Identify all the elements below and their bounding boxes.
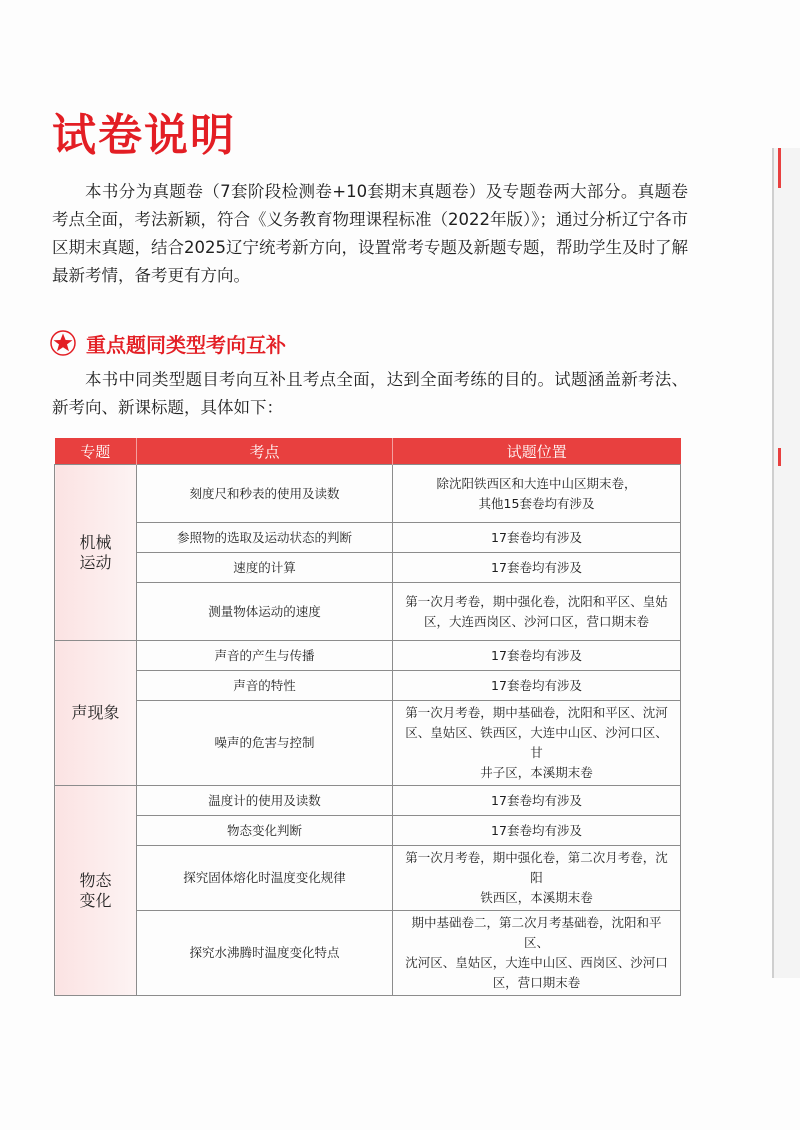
table-row [55,523,681,553]
section-title: 重点题同类型考向互补 [86,332,286,357]
header-topic: 专题 [55,438,137,465]
topic-cell: 声现象 [55,641,137,786]
section-paragraph: 本书中同类型题目考向互补且考点全面，达到全面考练的目的。试题涵盖新考法、新考向、新课标题，具体如下： [52,370,688,417]
location-cell: 第一次月考卷，期中基础卷，沈阳和平区、沈河 区、皇姑区、铁西区，大连中山区、沙河口区、甘 井子区，本溪期末卷 [393,701,681,786]
location-cell: 第一次月考卷，期中强化卷，第二次月考卷，沈阳 铁西区，本溪期末卷 [393,846,681,911]
table-row [55,786,681,816]
point-cell: 噪声的危害与控制 [137,701,393,786]
section-heading [50,326,286,360]
location-cell: 第一次月考卷，期中强化卷，沈阳和平区、皇姑 区，大连西岗区、沙河口区，营口期末卷 [393,583,681,641]
location-cell: 17套卷均有涉及 [393,553,681,583]
location-cell: 17套卷均有涉及 [393,816,681,846]
edge-mark [778,148,781,188]
point-cell: 物态变化判断 [137,816,393,846]
edge-mark [778,448,781,466]
page-title: 试卷说明 [52,110,236,161]
topic-cell: 物态 变化 [55,786,137,996]
location-cell: 17套卷均有涉及 [393,523,681,553]
table-row [55,846,681,911]
topics-table [54,438,681,996]
header-point: 考点 [137,438,393,465]
point-cell: 速度的计算 [137,553,393,583]
point-cell: 声音的产生与传播 [137,641,393,671]
table-header-row [55,438,681,465]
table-row [55,553,681,583]
table-row [55,701,681,786]
point-cell: 探究固体熔化时温度变化规律 [137,846,393,911]
point-cell: 温度计的使用及读数 [137,786,393,816]
location-cell: 17套卷均有涉及 [393,786,681,816]
point-cell: 测量物体运动的速度 [137,583,393,641]
location-cell: 除沈阳铁西区和大连中山区期末卷， 其他15套卷均有涉及 [393,465,681,523]
table-row [55,911,681,996]
point-cell: 探究水沸腾时温度变化特点 [137,911,393,996]
location-cell: 期中基础卷二，第二次月考基础卷，沈阳和平区、 沈河区、皇姑区，大连中山区、西岗区、沙河口 区，营口期末卷 [393,911,681,996]
topic-cell: 机械 运动 [55,465,137,641]
table-row [55,583,681,641]
table-row [55,671,681,701]
table-row [55,465,681,523]
header-location: 试题位置 [393,438,681,465]
point-cell: 刻度尺和秒表的使用及读数 [137,465,393,523]
location-cell: 17套卷均有涉及 [393,641,681,671]
next-page-edge [772,148,800,978]
point-cell: 参照物的选取及运动状态的判断 [137,523,393,553]
intro-paragraph: 本书分为真题卷（7套阶段检测卷+10套期末真题卷）及专题卷两大部分。真题卷考点全面，考法新颖，符合《义务教育物理课程标准（2022年版）》；通过分析辽宁各市区期末真题，结合2025辽宁统考新方向，设置常考专题及新题专题，帮助学生及时了解最新考情，备考更有方向。 [52,182,688,285]
point-cell: 声音的特性 [137,671,393,701]
location-cell: 17套卷均有涉及 [393,671,681,701]
table-row [55,641,681,671]
star-icon [50,330,76,356]
table-row [55,816,681,846]
